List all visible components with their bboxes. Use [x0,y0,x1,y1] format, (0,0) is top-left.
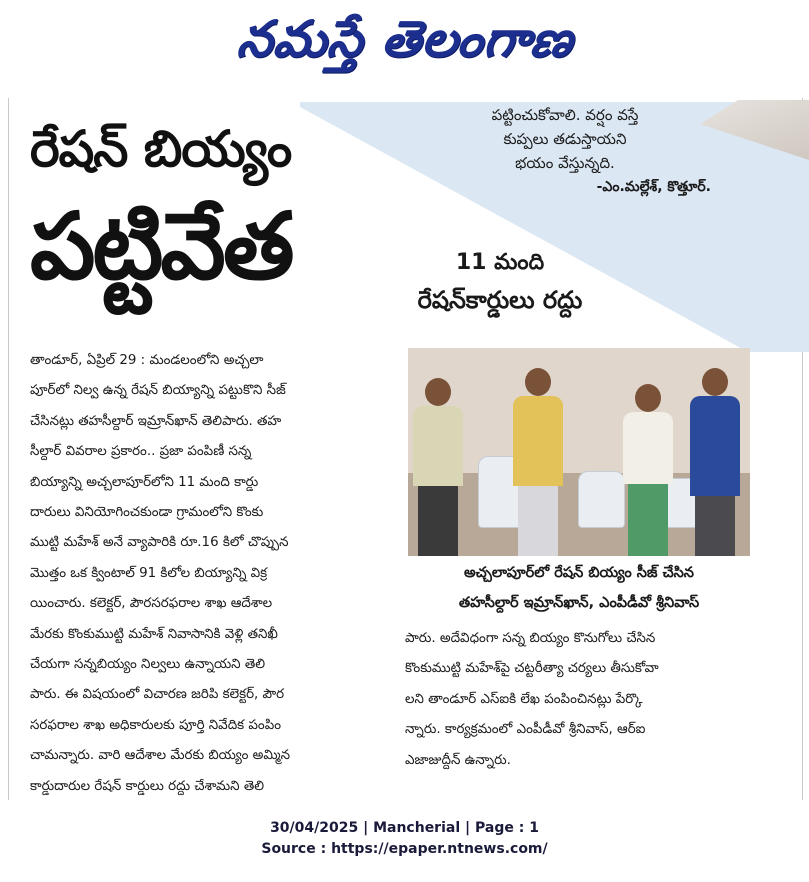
masthead [0,0,809,90]
article-left-column [30,346,392,802]
quote-author: -ఎం.మల్లేశ్, కొత్తూర్. [596,179,711,195]
article-line: సరఫరాల శాఖ అధికారులకు పూర్తి నివేదిక పంపిం [30,717,282,733]
person-figure [680,368,750,556]
quote-line: పట్టించుకోవాలి. వర్షం వస్తే [491,106,639,124]
person-figure [408,378,468,556]
headline-line-2: పట్టివేత [30,193,292,300]
article-line: యించారు. కలెక్టర్, పౌరసరఫరాల శాఖ ఆదేశాల [30,596,273,612]
news-photo [408,348,750,556]
page-footer [0,818,809,860]
article-line: సీల్దార్ వివరాల ప్రకారం.. ప్రజా పంపిణీ సన్న [30,444,252,460]
article-line: దారులు వినియోగించకుండా గ్రామంలోని కొంకు [30,505,264,521]
article-line: చేయగా సన్నబియ్యం నిల్వలు ఉన్నాయని తెలి [30,657,266,673]
article-line: తాండూర్, ఏప్రిల్ 29 : మండలంలోని అచ్చలా [30,353,264,368]
article-right-column [405,624,757,776]
caption-line: అచ్చలాపూర్‌లో రేషన్ బియ్యం సీజ్ చేసిన [464,565,694,581]
person-figure [503,368,573,556]
article-line: పారు. ఈ విషయంలో విచారణ జరిపి కలెక్టర్, పౌర [30,687,285,703]
article-line: ముట్టి మహేశ్ అనే వ్యాపారికి రూ.16 కిలో చొప్పున [30,535,289,551]
quote-line: భయం వేస్తున్నది. [515,154,615,172]
newspaper-logo: నమస్తే తెలంగాణ [234,9,577,68]
photo-caption [408,558,750,618]
article-line: న్నారు. కార్యక్రమంలో ఎంపీడీవో శ్రీనివాస్, ఆర్ఐ [405,722,646,738]
article-line: మొత్తం ఒక క్వింటాల్ 91 కిలోల బియ్యాన్ని విక్ర [30,565,268,581]
person-figure [618,384,678,556]
article-line: పూర్‌లో నిల్వ ఉన్న రేషన్ బియ్యాన్ని పట్టుకొని సీజ్ [30,383,286,399]
article-line: చేసినట్లు తహసీల్దార్ ఇమ్రాన్‌ఖాన్ తెలిపారు. తహ [30,413,282,429]
article-line: మేరకు కొంకుముట్టి మహేశ్ నివాసానికి వెళ్లి తనిఖీ [30,626,278,642]
edition-info: 30/04/2025 | Mancherial | Page : 1 [270,820,539,836]
article-line: చామన్నారు. వారి ఆదేశాల మేరకు బియ్యం అమ్మిన [30,748,291,764]
article-line: కొంకుముట్టి మహేశ్‌పై చట్టరీత్యా చర్యలు తీసుకోవా [405,661,659,677]
caption-line: తహసీల్దార్ ఇమ్రాన్‌ఖాన్, ఎంపీడీవో శ్రీనివాస్ [458,595,700,611]
headline-line-1: రేషన్ బియ్యం [30,120,292,178]
source-link[interactable]: Source : https://epaper.ntnews.com/ [261,841,548,857]
quote-line: కుప్పలు తడుస్తాయని [503,130,627,148]
subhead-line-1: 11 మంది [455,250,545,275]
article-line: లని తాండూర్ ఎస్ఐకి లేఖ పంపించినట్లు పేర్కొ [405,691,643,707]
article-line: ఎజాజుద్దీన్ ఉన్నారు. [405,752,511,768]
article-line: పారు. అదేవిధంగా సన్న బియ్యం కొనుగోలు చేసిన [405,631,656,646]
article-line: బియ్యాన్ని అచ్చలాపూర్‌లోని 11 మంది కార్డు [30,474,259,490]
article-line: కార్డుదారుల రేషన్ కార్డులు రద్దు చేశామని తెలి [30,778,265,794]
subheadline [380,248,620,322]
subhead-line-2: రేషన్‌కార్డులు రద్దు [417,286,583,314]
pull-quote [395,103,735,199]
